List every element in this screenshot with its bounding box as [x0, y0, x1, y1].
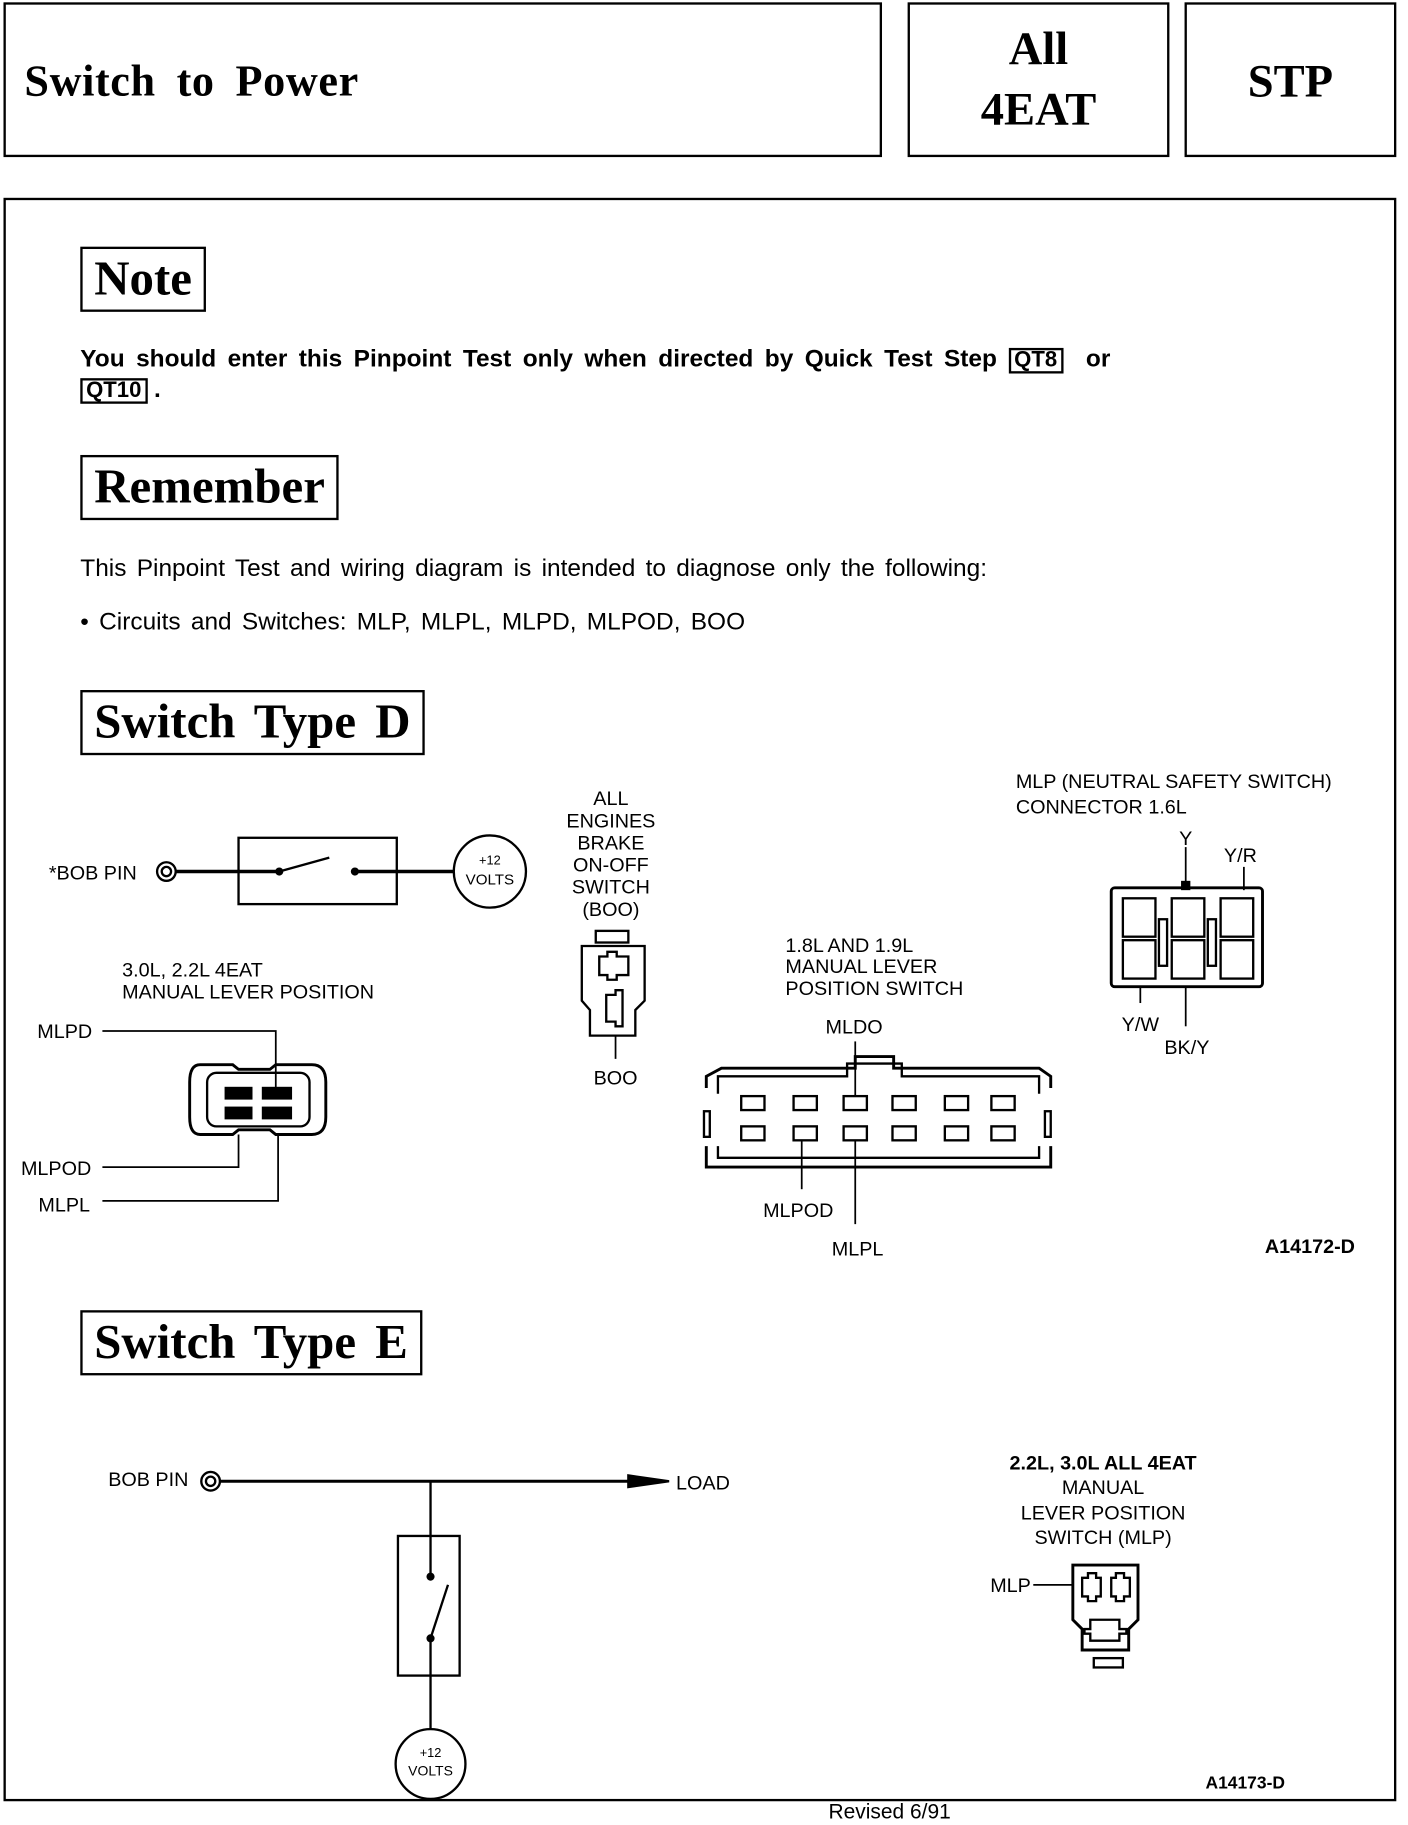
mlp-12pin-connector-icon — [704, 1041, 1051, 1224]
wire-y-label: Y — [1179, 827, 1193, 850]
mlp-e-title-3: LEVER POSITION — [1020, 1502, 1186, 1525]
mlp-e-title-4: SWITCH (MLP) — [1034, 1527, 1172, 1550]
test-code: STP — [1247, 54, 1334, 108]
boo-title-2: ENGINES — [566, 810, 656, 833]
figure-id-d: A14172-D — [1264, 1236, 1355, 1259]
mlp-e-title-2: MANUAL — [1061, 1477, 1145, 1500]
boo-title-6: (BOO) — [582, 898, 640, 921]
switch-box — [398, 1536, 460, 1676]
boo-title-1: ALL — [593, 788, 629, 811]
boo-title-4: ON-OFF — [573, 854, 649, 877]
mlp12-mlpl-label: MLPL — [831, 1238, 884, 1261]
bob-pin-label-e: BOB PIN — [108, 1468, 189, 1491]
note-period: . — [154, 375, 161, 403]
note-heading: Note — [80, 247, 206, 312]
remember-text: This Pinpoint Test and wiring diagram is intended to diagnose only the following: — [80, 555, 988, 582]
revised-date: Revised 6/91 — [828, 1800, 951, 1824]
mlp12-title-3: POSITION SWITCH — [785, 977, 964, 1000]
mlp-4pin-connector-icon — [102, 1031, 325, 1201]
boo-title-5: SWITCH — [571, 876, 650, 899]
switch-type-d-heading: Switch Type D — [80, 690, 424, 755]
volts-bottom-e: VOLTS — [408, 1762, 453, 1779]
boo-title-3: BRAKE — [577, 832, 645, 855]
mlpd-label: MLPD — [37, 1020, 93, 1043]
boo-label: BOO — [593, 1067, 638, 1090]
nss-title-2: CONNECTOR 1.6L — [1015, 796, 1187, 819]
volts-top: +12 — [479, 852, 501, 868]
figure-id-e: A14173-D — [1205, 1772, 1285, 1793]
load-label: LOAD — [676, 1472, 730, 1495]
mlp4-title-1: 3.0L, 2.2L 4EAT — [122, 959, 263, 982]
note-text-body: You should enter this Pinpoint Test only when directed by Quick Test Step — [80, 345, 997, 373]
volts-bottom: VOLTS — [465, 871, 515, 889]
remember-heading: Remember — [80, 455, 339, 520]
mlp-e-label: MLP — [990, 1574, 1031, 1597]
mlpod-label: MLPOD — [20, 1158, 92, 1181]
boo-connector-icon — [582, 931, 645, 1059]
switch-type-e-heading: Switch Type E — [80, 1310, 422, 1375]
scope-line-2: 4EAT — [980, 82, 1097, 135]
bob-pin-icon — [201, 1472, 220, 1491]
wire-yr-label: Y/R — [1223, 845, 1257, 868]
mlp-neutral-safety-connector-icon — [1111, 847, 1262, 1026]
scope-line-1: All — [1008, 22, 1069, 75]
quick-test-step-qt10: QT10 — [80, 378, 147, 404]
mlp-e-connector-icon — [1033, 1565, 1138, 1667]
mldo-label: MLDO — [825, 1016, 883, 1039]
mlp12-title-2: MANUAL LEVER — [785, 955, 938, 978]
bob-pin-label: *BOB PIN — [48, 862, 137, 885]
mlp4-title-2: MANUAL LEVER POSITION — [122, 981, 375, 1004]
page-title: Switch to Power — [24, 57, 359, 106]
bob-pin-icon — [157, 862, 176, 881]
arrow-right-icon — [628, 1475, 669, 1487]
mlp12-mlpod-label: MLPOD — [763, 1200, 834, 1223]
remember-bullet-text: Circuits and Switches: MLP, MLPL, MLPD, MLPOD, BOO — [99, 608, 746, 636]
wire-yw-label: Y/W — [1121, 1013, 1159, 1036]
quick-test-step-qt8: QT8 — [1008, 348, 1063, 374]
mlp-e-title-1: 2.2L, 3.0L ALL 4EAT — [1009, 1452, 1197, 1475]
mlp12-title-1: 1.8L AND 1.9L — [785, 934, 914, 957]
nss-title-1: MLP (NEUTRAL SAFETY SWITCH) — [1015, 770, 1332, 793]
mlpl-label: MLPL — [38, 1194, 91, 1217]
bullet-icon: • — [80, 608, 89, 636]
volts-top-e: +12 — [419, 1745, 442, 1761]
note-or: or — [1085, 345, 1111, 373]
wire-bky-label: BK/Y — [1164, 1037, 1210, 1060]
